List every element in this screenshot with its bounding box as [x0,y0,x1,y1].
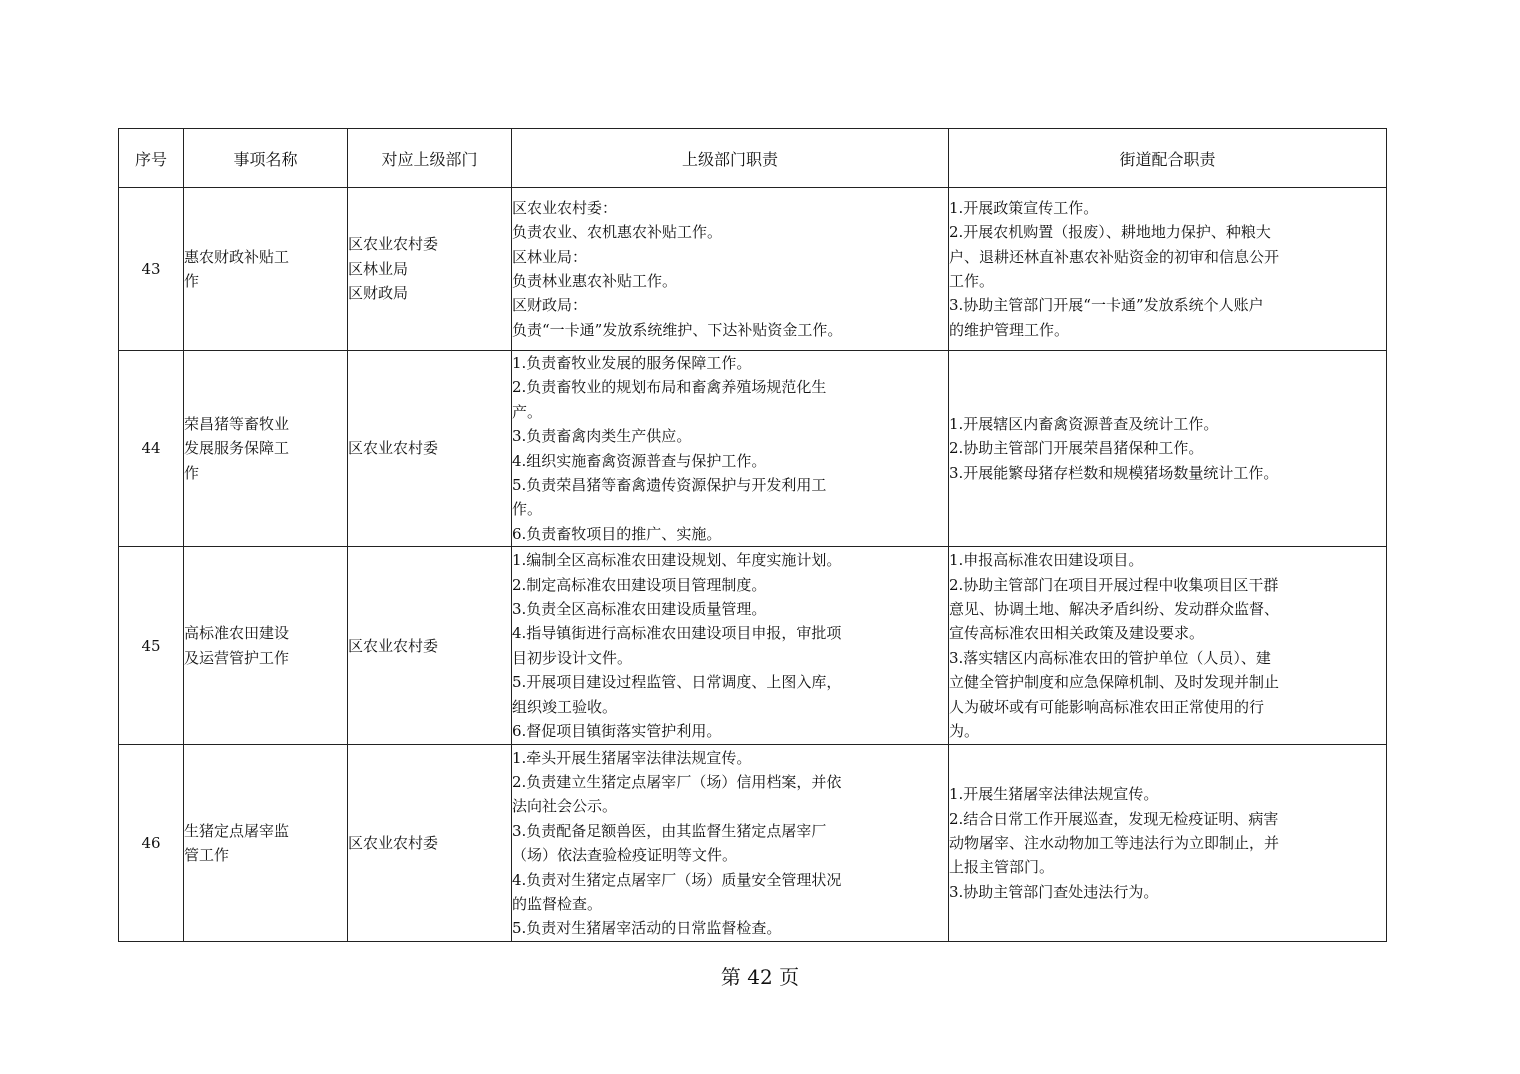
table-row [119,188,1387,351]
cell-item-name [184,351,348,547]
cell-upper-duty-line: 负责农业、农机惠农补贴工作。 [512,223,723,242]
cell-street-coop-line: 3.落实辖区内高标准农田的管护单位（人员）、建 [949,648,1271,667]
cell-upper-duty [512,188,949,351]
cell-upper-duty-line: 1.编制全区高标准农田建设规划、年度实施计划。 [512,551,842,570]
table-row [119,351,1387,547]
cell-upper-dept-line: 区农业农村委 [348,636,439,655]
cell-item-name-line: 作 [184,272,200,290]
cell-upper-duty-line: 1.牵头开展生猪屠宰法律法规宣传。 [512,748,752,767]
header-row [119,129,1387,188]
cell-street-coop-line: 立健全管护制度和应急保障机制、及时发现并制止 [949,673,1280,692]
cell-upper-duty-line: 负责林业惠农补贴工作。 [512,272,678,290]
cell-upper-duty-line: 区财政局： [512,296,588,315]
header-street-coop: 街道配合职责 [949,129,1387,188]
cell-upper-dept [348,188,512,351]
cell-street-coop-line: 上报主管部门。 [949,858,1055,877]
cell-upper-duty-line: 负责“一卡通”发放系统维护、下达补贴资金工作。 [512,320,843,339]
cell-street-coop-line: 工作。 [949,272,995,290]
cell-upper-duty-line: 4.组织实施畜禽资源普查与保护工作。 [512,451,767,470]
cell-upper-duty-line: 组织竣工验收。 [512,697,618,716]
cell-item-name [184,188,348,351]
cell-seq: 46 [119,745,184,942]
table-row [119,745,1387,942]
cell-upper-dept-line: 区农业农村委 [348,235,439,254]
header-upper-duty: 上级部门职责 [512,129,949,188]
table-row [119,547,1387,745]
header-item-name: 事项名称 [184,129,348,188]
cell-item-name-line: 荣昌猪等畜牧业 [184,415,290,434]
cell-street-coop [949,547,1387,745]
header-upper-dept: 对应上级部门 [348,129,512,188]
cell-upper-duty-line: 1.负责畜牧业发展的服务保障工作。 [512,354,752,372]
cell-upper-dept [348,547,512,745]
cell-upper-duty [512,745,949,942]
cell-upper-duty-line: 区农业农村委： [512,198,618,217]
cell-upper-dept-line: 区农业农村委 [348,834,439,853]
page-number: 第 42 页 [720,965,800,989]
cell-street-coop-line: 动物屠宰、注水动物加工等违法行为立即制止，并 [949,834,1280,853]
cell-upper-duty-line: 目初步设计文件。 [512,648,633,667]
cell-upper-duty-line: 2.负责建立生猪定点屠宰厂（场）信用档案，并依 [512,773,842,792]
cell-upper-duty-line: 3.负责畜禽肉类生产供应。 [512,427,692,446]
cell-street-coop-line: 3.开展能繁母猪存栏数和规模猪场数量统计工作。 [949,463,1279,482]
cell-seq: 44 [119,351,184,547]
cell-item-name-line: 管工作 [184,846,230,865]
cell-street-coop-line: 3.协助主管部门开展“一卡通”发放系统个人账户 [949,296,1264,315]
cell-street-coop-line: 2.开展农机购置（报废）、耕地地力保护、种粮大 [949,223,1271,242]
cell-item-name-line: 及运营管护工作 [184,648,290,667]
cell-upper-duty-line: 3.负责配备足额兽医，由其监督生猪定点屠宰厂 [512,821,827,840]
cell-street-coop-line: 2.协助主管部门开展荣昌猪保种工作。 [949,439,1204,458]
cell-upper-dept-line: 区林业局 [348,259,409,278]
cell-item-name-line: 发展服务保障工 [184,439,290,458]
cell-upper-duty-line: 4.指导镇街进行高标准农田建设项目申报，审批项 [512,624,842,643]
cell-street-coop-line: 1.开展生猪屠宰法律法规宣传。 [949,785,1159,804]
cell-upper-duty-line: 6.督促项目镇街落实管护利用。 [512,721,722,740]
cell-street-coop-line: 户、退耕还林直补惠农补贴资金的初审和信息公开 [949,247,1280,266]
cell-street-coop-line: 1.开展政策宣传工作。 [949,198,1099,217]
cell-upper-duty-line: 区林业局： [512,247,588,266]
cell-seq: 45 [119,547,184,745]
cell-upper-duty-line: 作。 [512,500,543,519]
cell-street-coop [949,351,1387,547]
cell-upper-duty-line: 6.负责畜牧项目的推广、实施。 [512,524,722,543]
cell-seq: 43 [119,188,184,351]
cell-item-name-line: 作 [184,463,200,482]
cell-street-coop-line: 1.开展辖区内畜禽资源普查及统计工作。 [949,415,1219,434]
cell-upper-duty-line: 5.开展项目建设过程监管、日常调度、上图入库， [512,673,842,692]
cell-street-coop-line: 意见、协调土地、解决矛盾纠纷、发动群众监督、 [949,599,1280,618]
cell-street-coop-line: 宣传高标准农田相关政策及建设要求。 [949,624,1205,643]
cell-street-coop [949,188,1387,351]
cell-upper-dept-line: 区农业农村委 [348,439,439,458]
cell-item-name-line: 高标准农田建设 [184,624,290,643]
cell-upper-duty-line: 2.负责畜牧业的规划布局和畜禽养殖场规范化生 [512,378,827,397]
responsibility-table [118,128,1387,942]
cell-street-coop-line: 人为破坏或有可能影响高标准农田正常使用的行 [949,697,1265,716]
cell-street-coop-line: 3.协助主管部门查处违法行为。 [949,882,1159,901]
cell-upper-duty-line: （场）依法查验检疫证明等文件。 [512,846,738,865]
cell-item-name [184,547,348,745]
cell-upper-duty-line: 2.制定高标准农田建设项目管理制度。 [512,575,767,594]
cell-upper-duty-line: 的监督检查。 [512,895,603,914]
cell-upper-duty-line: 产。 [512,402,543,421]
header-seq: 序号 [119,129,184,188]
cell-upper-dept-line: 区财政局 [348,284,409,303]
cell-street-coop [949,745,1387,942]
cell-street-coop-line: 的维护管理工作。 [949,320,1070,339]
cell-street-coop-line: 2.结合日常工作开展巡查，发现无检疫证明、病害 [949,809,1279,828]
cell-upper-duty-line: 3.负责全区高标准农田建设质量管理。 [512,599,767,618]
cell-upper-duty-line: 4.负责对生猪定点屠宰厂（场）质量安全管理状况 [512,870,842,889]
cell-upper-duty [512,351,949,547]
cell-upper-duty-line: 5.负责对生猪屠宰活动的日常监督检查。 [512,919,782,938]
cell-item-name [184,745,348,942]
cell-upper-duty-line: 5.负责荣昌猪等畜禽遗传资源保护与开发利用工 [512,476,827,495]
cell-street-coop-line: 为。 [949,721,980,740]
cell-upper-dept [348,745,512,942]
cell-item-name-line: 生猪定点屠宰监 [184,821,290,840]
cell-upper-duty-line: 法向社会公示。 [512,797,618,816]
cell-upper-duty [512,547,949,745]
cell-upper-dept [348,351,512,547]
cell-item-name-line: 惠农财政补贴工 [184,247,290,266]
cell-street-coop-line: 2.协助主管部门在项目开展过程中收集项目区干群 [949,575,1279,594]
cell-street-coop-line: 1.申报高标准农田建设项目。 [949,551,1144,570]
